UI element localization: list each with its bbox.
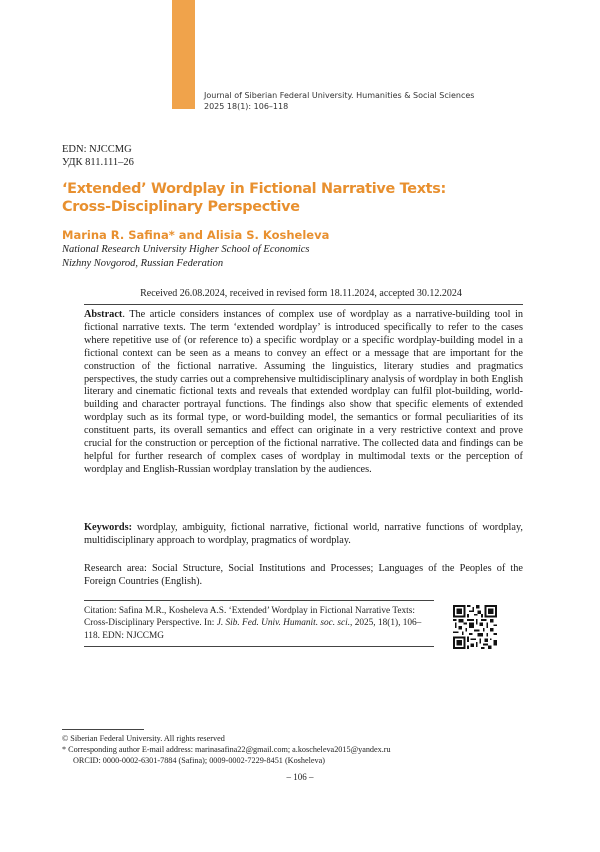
citation-box: [84, 600, 434, 647]
footnotes: [62, 733, 482, 766]
journal-header: [204, 90, 534, 112]
orcid-ids: ORCID: 0000-0002-6301-7884 (Safina); 0009-0002-7229-8451 (Kosheleva): [73, 756, 325, 765]
corresponding-author: * Corresponding author E-mail address: marinasafina22@gmail.com; a.koscheleva2015@yandex.ru: [62, 745, 391, 754]
keywords: [84, 521, 523, 547]
citation-journal: J. Sib. Fed. Univ. Humanit. soc. sci.: [216, 618, 351, 629]
qr-code-icon[interactable]: [453, 605, 497, 649]
authors: Marina R. Safina* and Alisia S. Kosheleva: [62, 228, 330, 242]
article-title: [62, 180, 482, 216]
copyright-notice: © Siberian Federal University. All rights reserved: [62, 734, 225, 743]
edn-code: EDN: NJCCMG: [62, 144, 132, 155]
title-line-2: Cross-Disciplinary Perspective: [62, 199, 300, 215]
journal-name: Journal of Siberian Federal University. Humanities & Social Sciences: [204, 91, 475, 100]
citation-prefix: Citation: Safina M.R., Kosheleva A.S. ‘Extended’ Wordplay in Fictional Narrative Texts: Cross-Disciplinary Perspective. In:: [84, 606, 415, 629]
udk-code: УДК 811.111–26: [62, 157, 134, 168]
keywords-label: Keywords:: [84, 522, 133, 533]
title-line-1: ‘Extended’ Wordplay in Fictional Narrative Texts:: [62, 181, 446, 197]
article-identifiers: [62, 143, 134, 169]
abstract-label: Abstract: [84, 309, 123, 320]
affiliation-location: Nizhny Novgorod, Russian Federation: [62, 257, 224, 269]
affiliation-institution: National Research University Higher School of Economics: [62, 244, 310, 255]
affiliation: [62, 243, 309, 270]
keywords-text: wordplay, ambiguity, fictional narrative, fictional world, narrative functions of wordplay, multidisciplinary approach to wordplay, pragmatics of wordplay.: [84, 522, 523, 546]
abstract: [84, 304, 523, 477]
page-number: – 106 –: [286, 772, 314, 782]
accent-bar: [172, 0, 195, 109]
research-area: Research area: Social Structure, Social Institutions and Processes; Languages of the Peoples of the Foreign Countries (English).: [84, 563, 523, 587]
abstract-text: . The article considers instances of complex use of wordplay as a narrative-building tool in fictional narrative texts. The term ‘extended wordplay’ is introduced specifically to refer to the cases where repetitive use of (or reference to) a specific wordplay or a specific wordplay-building model in a fictional context can be seen as a means to convey an effect or a message that are important for the construction of the fictional narrative. Assuming the linguistics, literary studies and pragmatics perspectives, the study carries out a comprehensive multidisciplinary analysis of wordplay in both English literary and cinematic fictional texts and reveals that extended wordplay can fulfil plot-building, world-building and character portrayal functions. The findings also show that specific elements of extended wordplay such as its formal type, or word-building model, the semantics or formal peculiarities of its constituent parts, its overall semantics and effect can originate in a very restrictive context and prove crucial for the construction or perception of the fictional narrative. The collected data and findings can be helpful for further research of complex cases of wordplay in multimodal texts or the perception of wordplay and English-Russian wordplay translation by the audiences.: [84, 309, 523, 475]
citation-suffix: , 2025, 18(1), 106–118. EDN: NJCCMG: [84, 618, 422, 641]
journal-issue: 2025 18(1): 106–118: [204, 102, 289, 111]
footnote-divider: [62, 729, 144, 730]
received-dates: Received 26.08.2024, received in revised form 18.11.2024, accepted 30.12.2024: [140, 288, 462, 299]
